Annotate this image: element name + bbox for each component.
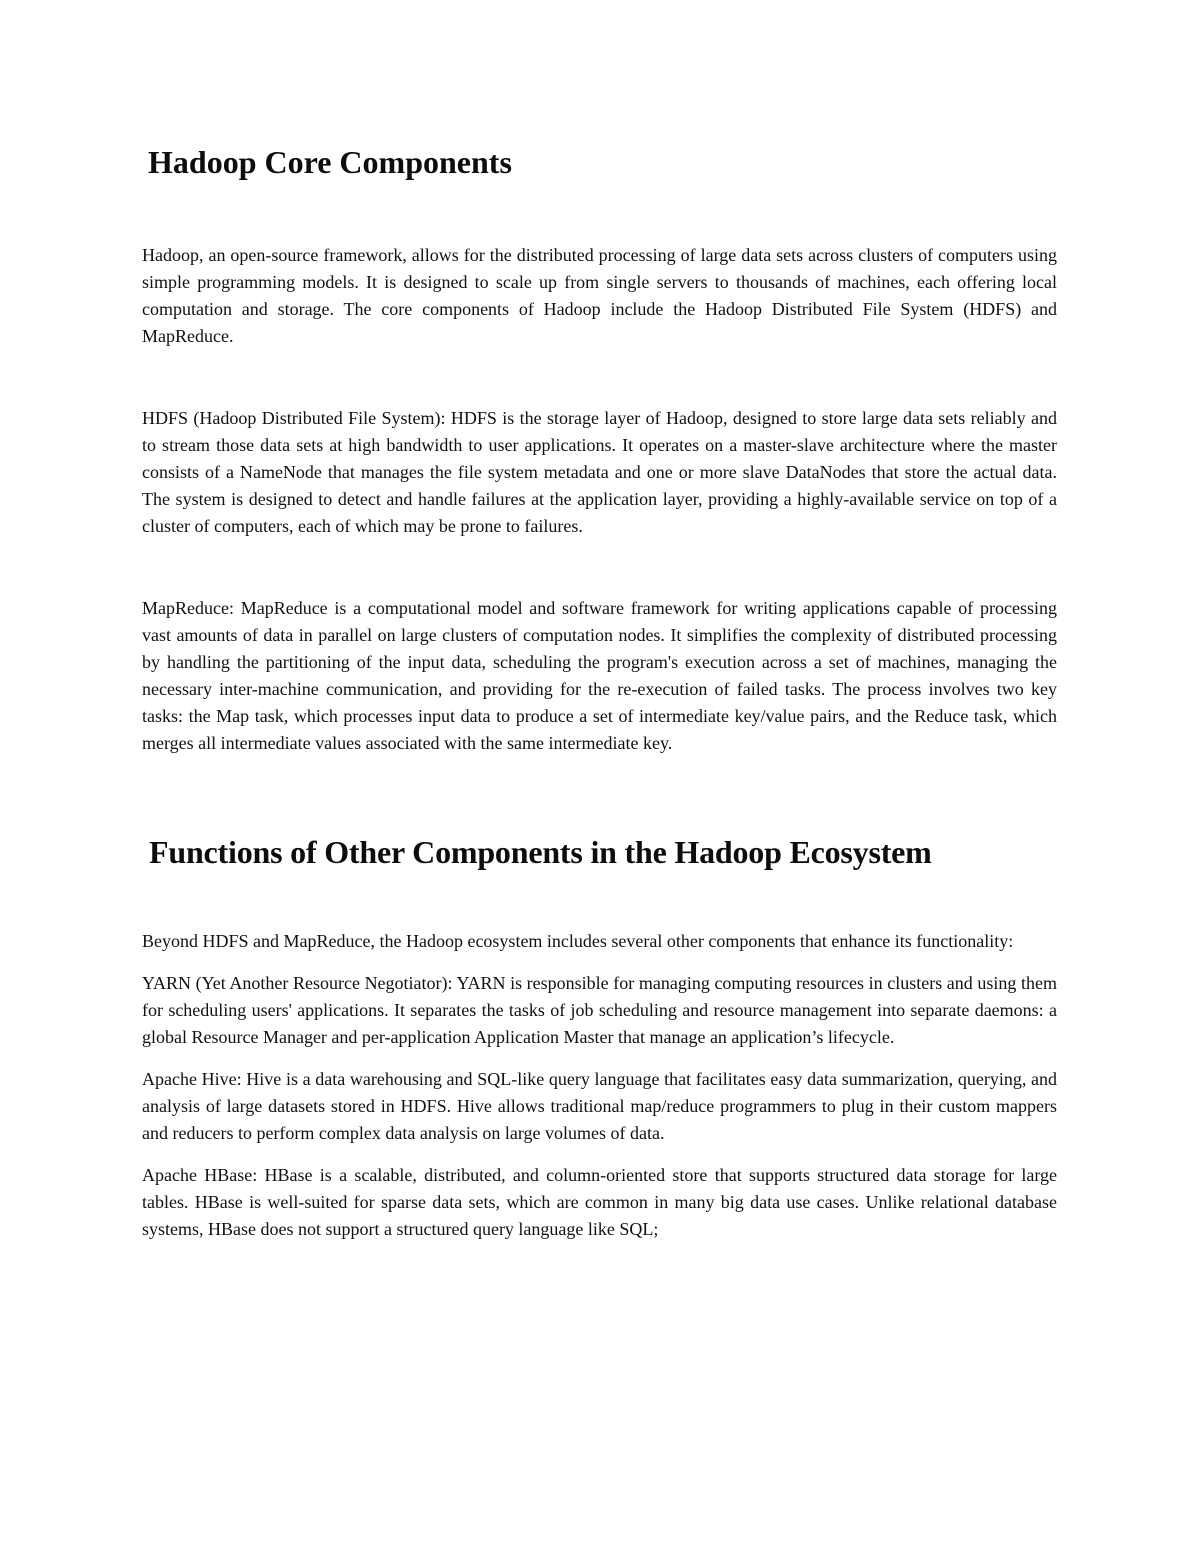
section-heading-hadoop-core-components: Hadoop Core Components xyxy=(148,144,512,180)
paragraph-hive: Apache Hive: Hive is a data warehousing and SQL-like query language that facilitates easy data summarization, querying, and analysis of large datasets stored in HDFS. Hive allows traditional map/reduce programmers to plug in their custom mappers and reducers to perform complex data analysis on large volumes of data. xyxy=(142,1069,1057,1143)
paragraph-hbase: Apache HBase: HBase is a scalable, distributed, and column-oriented store that supports structured data storage for large tables. HBase is well-suited for sparse data sets, which are common in many big data use cases. Unlike relational database systems, HBase does not support a structured query language like SQL; xyxy=(142,1165,1057,1239)
document-body xyxy=(142,138,1057,1243)
section-heading-other-components: Functions of Other Components in the Hadoop Ecosystem xyxy=(149,834,932,870)
paragraph-yarn: YARN (Yet Another Resource Negotiator): YARN is responsible for managing computing resources in clusters and using them for scheduling users' applications. It separates the tasks of job scheduling and resource management into separate daemons: a global Resource Manager and per-application Application Master that manage an application’s lifecycle. xyxy=(142,973,1057,1047)
paragraph-hdfs: HDFS (Hadoop Distributed File System): HDFS is the storage layer of Hadoop, designed to store large data sets reliably and to stream those data sets at high bandwidth to user applications. It operates on a master-slave architecture where the master consists of a NameNode that manages the file system metadata and one or more slave DataNodes that store the actual data. The system is designed to detect and handle failures at the application layer, providing a highly-available service on top of a cluster of computers, each of which may be prone to failures. xyxy=(142,408,1057,536)
paragraph-mapreduce: MapReduce: MapReduce is a computational model and software framework for writing applications capable of processing vast amounts of data in parallel on large clusters of computation nodes. It simplifies the complexity of distributed processing by handling the partitioning of the input data, scheduling the program's execution across a set of machines, managing the necessary inter-machine communication, and providing for the re-execution of failed tasks. The process involves two key tasks: the Map task, which processes input data to produce a set of intermediate key/value pairs, and the Reduce task, which merges all intermediate values associated with the same intermediate key. xyxy=(142,598,1057,753)
paragraph-hadoop-intro: Hadoop, an open-source framework, allows for the distributed processing of large data sets across clusters of computers using simple programming models. It is designed to scale up from single servers to thousands of machines, each offering local computation and storage. The core components of Hadoop include the Hadoop Distributed File System (HDFS) and MapReduce. xyxy=(142,245,1057,346)
paragraph-ecosystem-intro: Beyond HDFS and MapReduce, the Hadoop ecosystem includes several other components that enhance its functionality: xyxy=(142,931,1014,951)
